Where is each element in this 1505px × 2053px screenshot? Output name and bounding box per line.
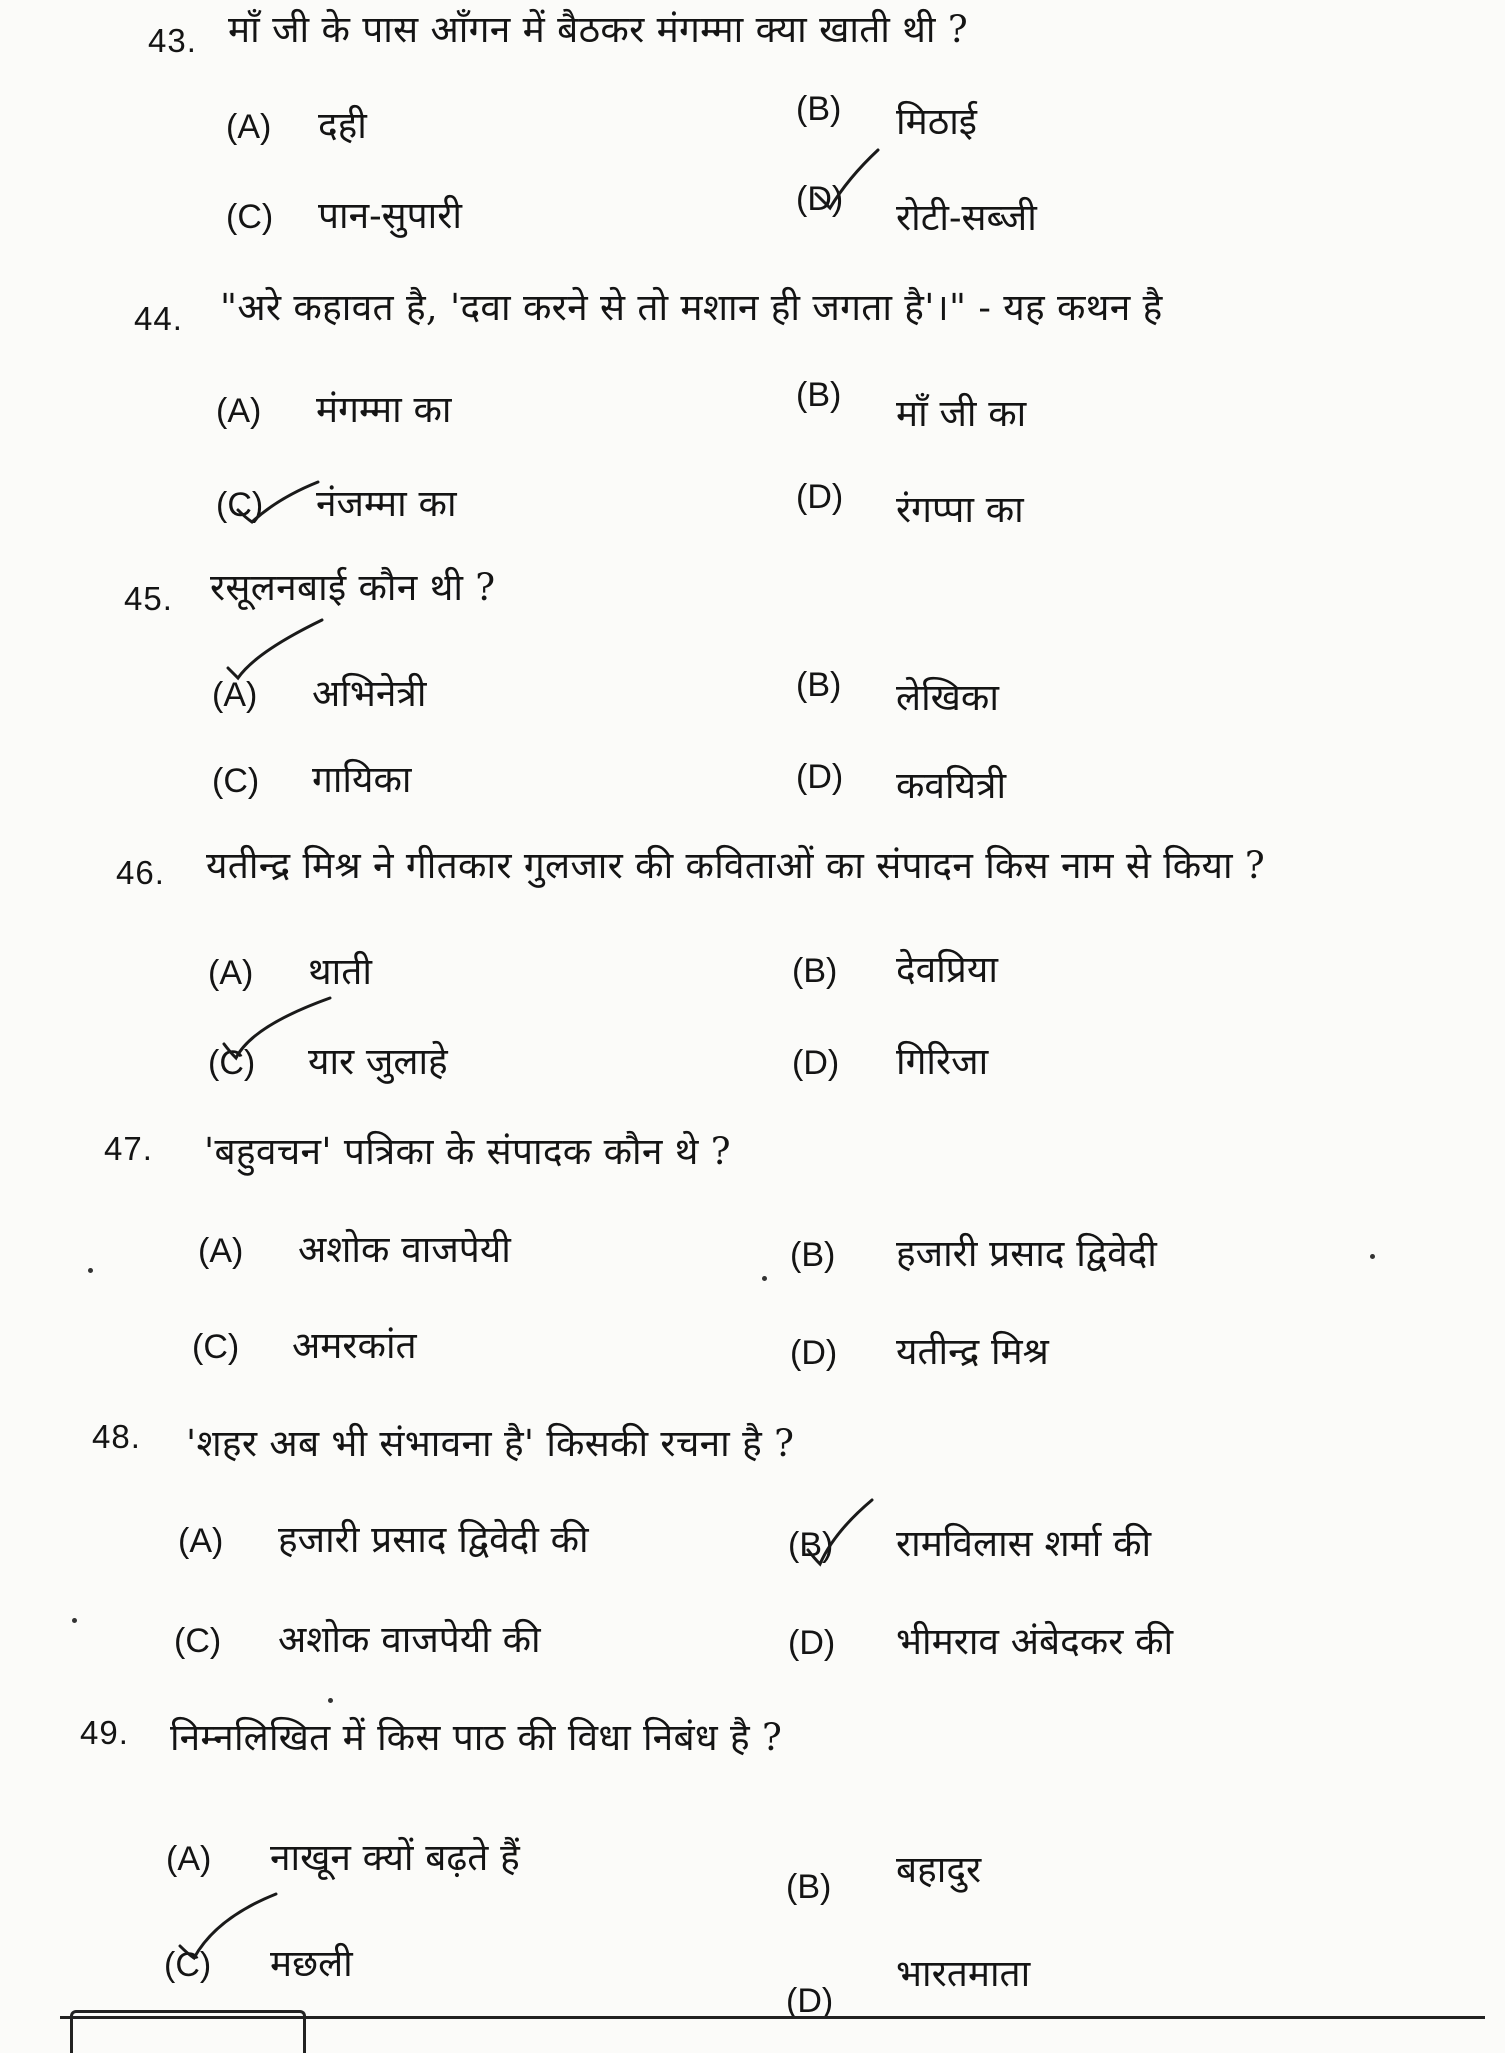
- option-label: (D): [792, 1044, 840, 1082]
- answer-tick-icon: [228, 470, 338, 540]
- option-text: थाती: [308, 950, 372, 993]
- option-label: (A): [166, 1840, 212, 1878]
- option-text: अमरकांत: [292, 1324, 417, 1367]
- option-text: भारतमाता: [896, 1952, 1031, 1995]
- option-b[interactable]: [792, 942, 998, 993]
- option-b[interactable]: [796, 80, 977, 143]
- option-text: भीमराव अंबेदकर की: [896, 1620, 1174, 1663]
- option-label: (D): [786, 1982, 834, 2020]
- question-number: 44.: [134, 300, 183, 337]
- option-label: (C): [192, 1328, 240, 1366]
- option-d[interactable]: [796, 748, 1007, 807]
- option-text: नंजम्मा का: [316, 482, 457, 525]
- option-text: रोटी-सब्जी: [896, 196, 1037, 239]
- option-text: हजारी प्रसाद द्विवेदी: [896, 1232, 1157, 1275]
- option-text: नाखून क्यों बढ़ते हैं: [270, 1836, 520, 1879]
- option-text: लेखिका: [896, 676, 999, 719]
- answer-tick-icon: [176, 1888, 286, 1958]
- option-text: अभिनेत्री: [312, 672, 427, 715]
- option-label: (B): [796, 376, 842, 414]
- option-d[interactable]: [790, 1324, 1049, 1375]
- option-label: (B): [796, 90, 842, 128]
- option-label: (D): [796, 180, 844, 218]
- option-text: रामविलास शर्मा की: [896, 1522, 1152, 1565]
- footer-rule: [60, 2016, 1485, 2023]
- option-text: यार जुलाहे: [308, 1040, 448, 1083]
- question-text: निम्नलिखित में किस पाठ की विधा निबंध है ?: [170, 1716, 783, 1759]
- option-b[interactable]: [790, 1226, 1157, 1277]
- option-label: (C): [208, 1044, 256, 1082]
- option-label: (C): [174, 1622, 222, 1660]
- option-label: (D): [796, 758, 844, 796]
- speck: [328, 1698, 333, 1703]
- option-text: दही: [318, 104, 367, 147]
- answer-tick-icon: [218, 996, 328, 1066]
- option-label: (C): [226, 198, 274, 236]
- question-number: 49.: [80, 1714, 129, 1751]
- option-c[interactable]: [192, 1318, 417, 1369]
- option-d[interactable]: [788, 1614, 1173, 1665]
- answer-tick-icon: [222, 612, 332, 682]
- option-text: रंगप्पा का: [896, 488, 1024, 531]
- option-label: (A): [216, 392, 262, 430]
- option-label: (B): [790, 1236, 836, 1274]
- option-c[interactable]: [212, 752, 411, 803]
- option-label: (D): [788, 1624, 836, 1662]
- option-label: (C): [216, 486, 264, 524]
- speck: [1370, 1254, 1375, 1259]
- option-text: कवयित्री: [896, 764, 1007, 807]
- option-label: (B): [796, 666, 842, 704]
- option-text: अशोक वाजपेयी की: [278, 1618, 541, 1661]
- option-d[interactable]: [796, 468, 1024, 531]
- option-label: (B): [792, 952, 838, 990]
- option-text: देवप्रिया: [896, 948, 998, 991]
- answer-tick-icon: [800, 1498, 910, 1568]
- question-number: 43.: [148, 22, 197, 59]
- option-text: मछली: [270, 1942, 353, 1985]
- option-label: (A): [208, 954, 254, 992]
- question-text: माँ जी के पास आँगन में बैठकर मंगम्मा क्या खाती थी ?: [228, 8, 968, 51]
- option-a[interactable]: [226, 98, 367, 149]
- speck: [762, 1276, 767, 1281]
- option-text: अशोक वाजपेयी: [298, 1228, 511, 1271]
- option-label: (A): [178, 1522, 224, 1560]
- option-label: (D): [790, 1334, 838, 1372]
- option-text: पान-सुपारी: [318, 194, 462, 237]
- option-text: गिरिजा: [896, 1040, 989, 1083]
- option-label: (B): [786, 1868, 832, 1906]
- option-text: यतीन्द्र मिश्र: [896, 1330, 1049, 1373]
- question-text: रसूलनबाई कौन थी ?: [210, 566, 496, 609]
- option-b[interactable]: [796, 656, 999, 719]
- question-text: "अरे कहावत है, 'दवा करने से तो मशान ही जगता है'।" - यह कथन है: [220, 286, 1163, 329]
- question-text: 'बहुवचन' पत्रिका के संपादक कौन थे ?: [204, 1130, 731, 1173]
- question-text: 'शहर अब भी संभावना है' किसकी रचना है ?: [186, 1422, 795, 1465]
- answer-tick-icon: [808, 148, 918, 218]
- option-b[interactable]: [796, 366, 1027, 435]
- question-number: 45.: [124, 580, 173, 617]
- option-label: (B): [788, 1526, 834, 1564]
- question-number: 46.: [116, 854, 165, 891]
- option-text: मंगम्मा का: [316, 388, 452, 431]
- speck: [72, 1618, 77, 1623]
- option-label: (A): [226, 108, 272, 146]
- option-a[interactable]: [216, 382, 452, 433]
- option-c[interactable]: [174, 1612, 541, 1663]
- option-label: (C): [164, 1946, 212, 1984]
- option-text: गायिका: [312, 758, 412, 801]
- option-label: (C): [212, 762, 260, 800]
- speck: [88, 1268, 93, 1273]
- option-text: बहादुर: [896, 1848, 982, 1891]
- option-label: (A): [212, 676, 258, 714]
- option-label: (D): [796, 478, 844, 516]
- option-a[interactable]: [178, 1512, 589, 1563]
- option-a[interactable]: [198, 1222, 511, 1273]
- option-text: माँ जी का: [896, 392, 1027, 435]
- question-text: यतीन्द्र मिश्र ने गीतकार गुलजार की कविताओं का संपादन किस नाम से किया ?: [206, 844, 1266, 887]
- option-b[interactable]: [786, 1848, 982, 1909]
- question-number: 47.: [104, 1130, 153, 1167]
- option-d[interactable]: [792, 1034, 988, 1085]
- option-text: हजारी प्रसाद द्विवेदी की: [278, 1518, 589, 1561]
- option-c[interactable]: [226, 188, 462, 239]
- option-label: (A): [198, 1232, 244, 1270]
- question-number: 48.: [92, 1418, 141, 1455]
- option-a[interactable]: [166, 1830, 520, 1881]
- option-a[interactable]: [208, 944, 372, 995]
- option-text: मिठाई: [896, 100, 977, 143]
